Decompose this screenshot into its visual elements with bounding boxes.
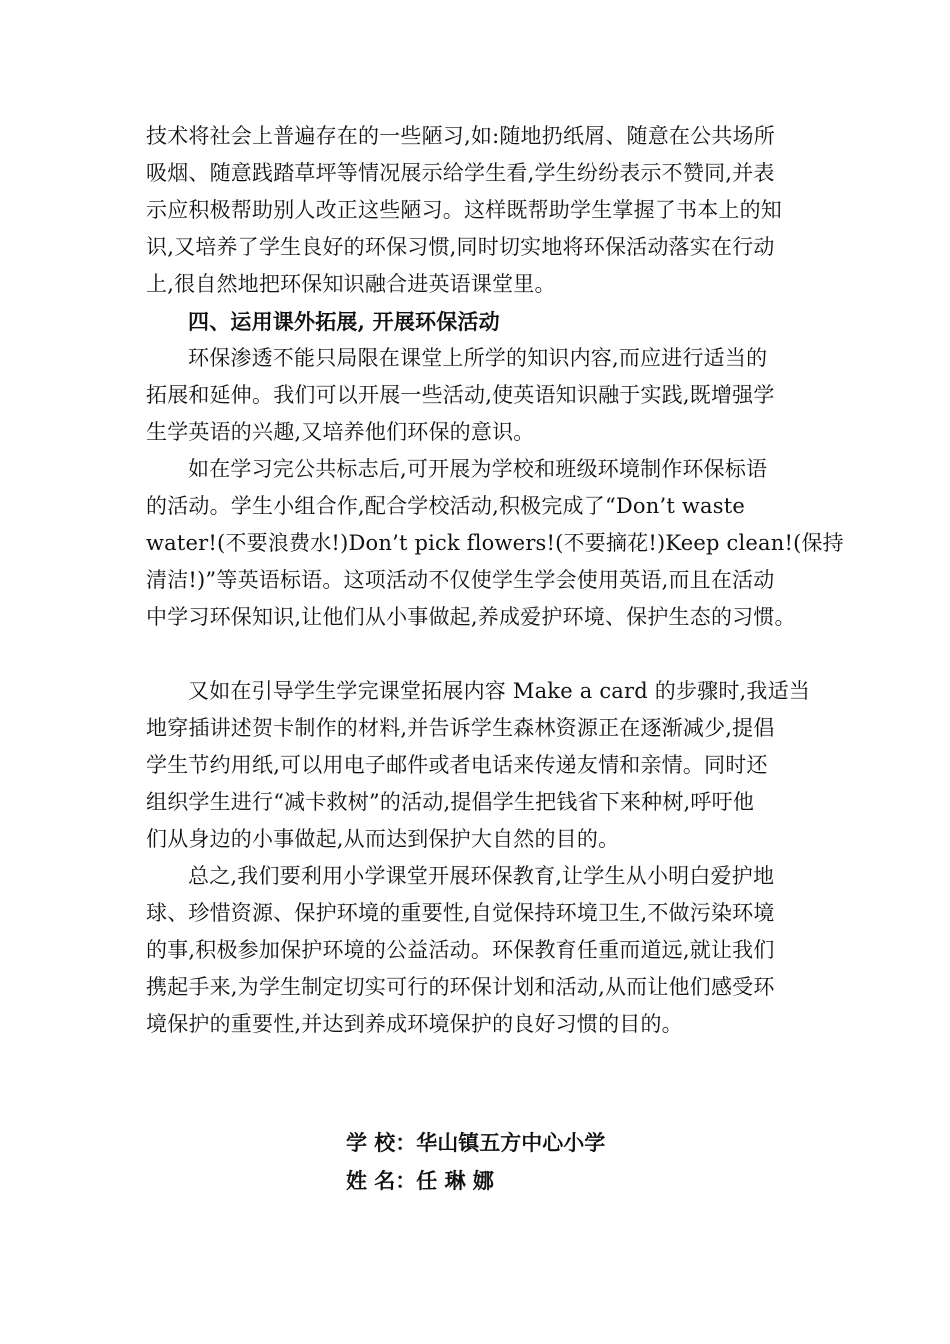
- text-line: 生学英语的兴趣,又培养他们环保的意识。: [146, 420, 535, 444]
- paragraph-3: [146, 673, 816, 858]
- text-line: water!(不要浪费水!)Don’t pick flowers!(不要摘花!)Keep clean!(保持: [146, 531, 844, 555]
- text-line: 中学习环保知识,让他们从小事做起,养成爱护环境、保护生态的习惯。: [146, 605, 796, 629]
- text-line: 总之,我们要利用小学课堂开展环保教育,让学生从小明白爱护地: [188, 864, 775, 888]
- paragraph-prev-section: [146, 118, 816, 303]
- text-line: 们从身边的小事做起,从而达到保护大自然的目的。: [146, 827, 620, 851]
- text-line: 的活动。学生小组合作,配合学校活动,积极完成了“Don’t waste: [146, 494, 746, 518]
- paragraph-2: [146, 451, 844, 636]
- blank-line: [146, 636, 816, 673]
- signature-name: 姓 名：任 琳 娜: [346, 1168, 494, 1193]
- text-line: 组织学生进行“减卡救树”的活动,提倡学生把钱省下来种树,呼吁他: [146, 790, 755, 814]
- signature-school: 学 校：华山镇五方中心小学: [346, 1130, 606, 1155]
- text-line: 识,又培养了学生良好的环保习惯,同时切实地将环保活动落实在行动: [146, 235, 775, 259]
- text-line: 球、珍惜资源、保护环境的重要性,自觉保持环境卫生,不做污染环境: [146, 901, 775, 925]
- text-line: 技术将社会上普遍存在的一些陋习,如:随地扔纸屑、随意在公共场所: [146, 124, 775, 148]
- text-line: 地穿插讲述贺卡制作的材料,并告诉学生森林资源正在逐渐减少,提倡: [146, 716, 775, 740]
- text-line: 学生节约用纸,可以用电子邮件或者电话来传递友情和亲情。同时还: [146, 753, 768, 777]
- paragraph-1: [146, 340, 816, 451]
- text-line: 环保渗透不能只局限在课堂上所学的知识内容,而应进行适当的: [188, 346, 768, 370]
- paragraph-4: [146, 858, 816, 1043]
- text-line: 携起手来,为学生制定切实可行的环保计划和活动,从而让他们感受环: [146, 975, 775, 999]
- text-line: 如在学习完公共标志后,可开展为学校和班级环境制作环保标语: [188, 457, 768, 481]
- text-line: 上,很自然地把环保知识融合进英语课堂里。: [146, 272, 556, 296]
- text-line: 示应积极帮助别人改正这些陋习。这样既帮助学生掌握了书本上的知: [146, 198, 782, 222]
- text-line: 境保护的重要性,并达到养成环境保护的良好习惯的目的。: [146, 1012, 683, 1036]
- document-body: [146, 118, 844, 1043]
- text-line: 的事,积极参加保护环境的公益活动。环保教育任重而道远,就让我们: [146, 938, 775, 962]
- section-heading: 四、运用课外拓展, 开展环保活动: [188, 309, 500, 334]
- text-line: 拓展和延伸。我们可以开展一些活动,使英语知识融于实践,既增强学: [146, 383, 775, 407]
- text-line: 又如在引导学生学完课堂拓展内容 Make a card 的步骤时,我适当: [188, 679, 811, 703]
- text-line: 清洁!)”等英语标语。这项活动不仅使学生学会使用英语,而且在活动: [146, 568, 775, 592]
- text-line: 吸烟、随意践踏草坪等情况展示给学生看,学生纷纷表示不赞同,并表: [146, 161, 775, 185]
